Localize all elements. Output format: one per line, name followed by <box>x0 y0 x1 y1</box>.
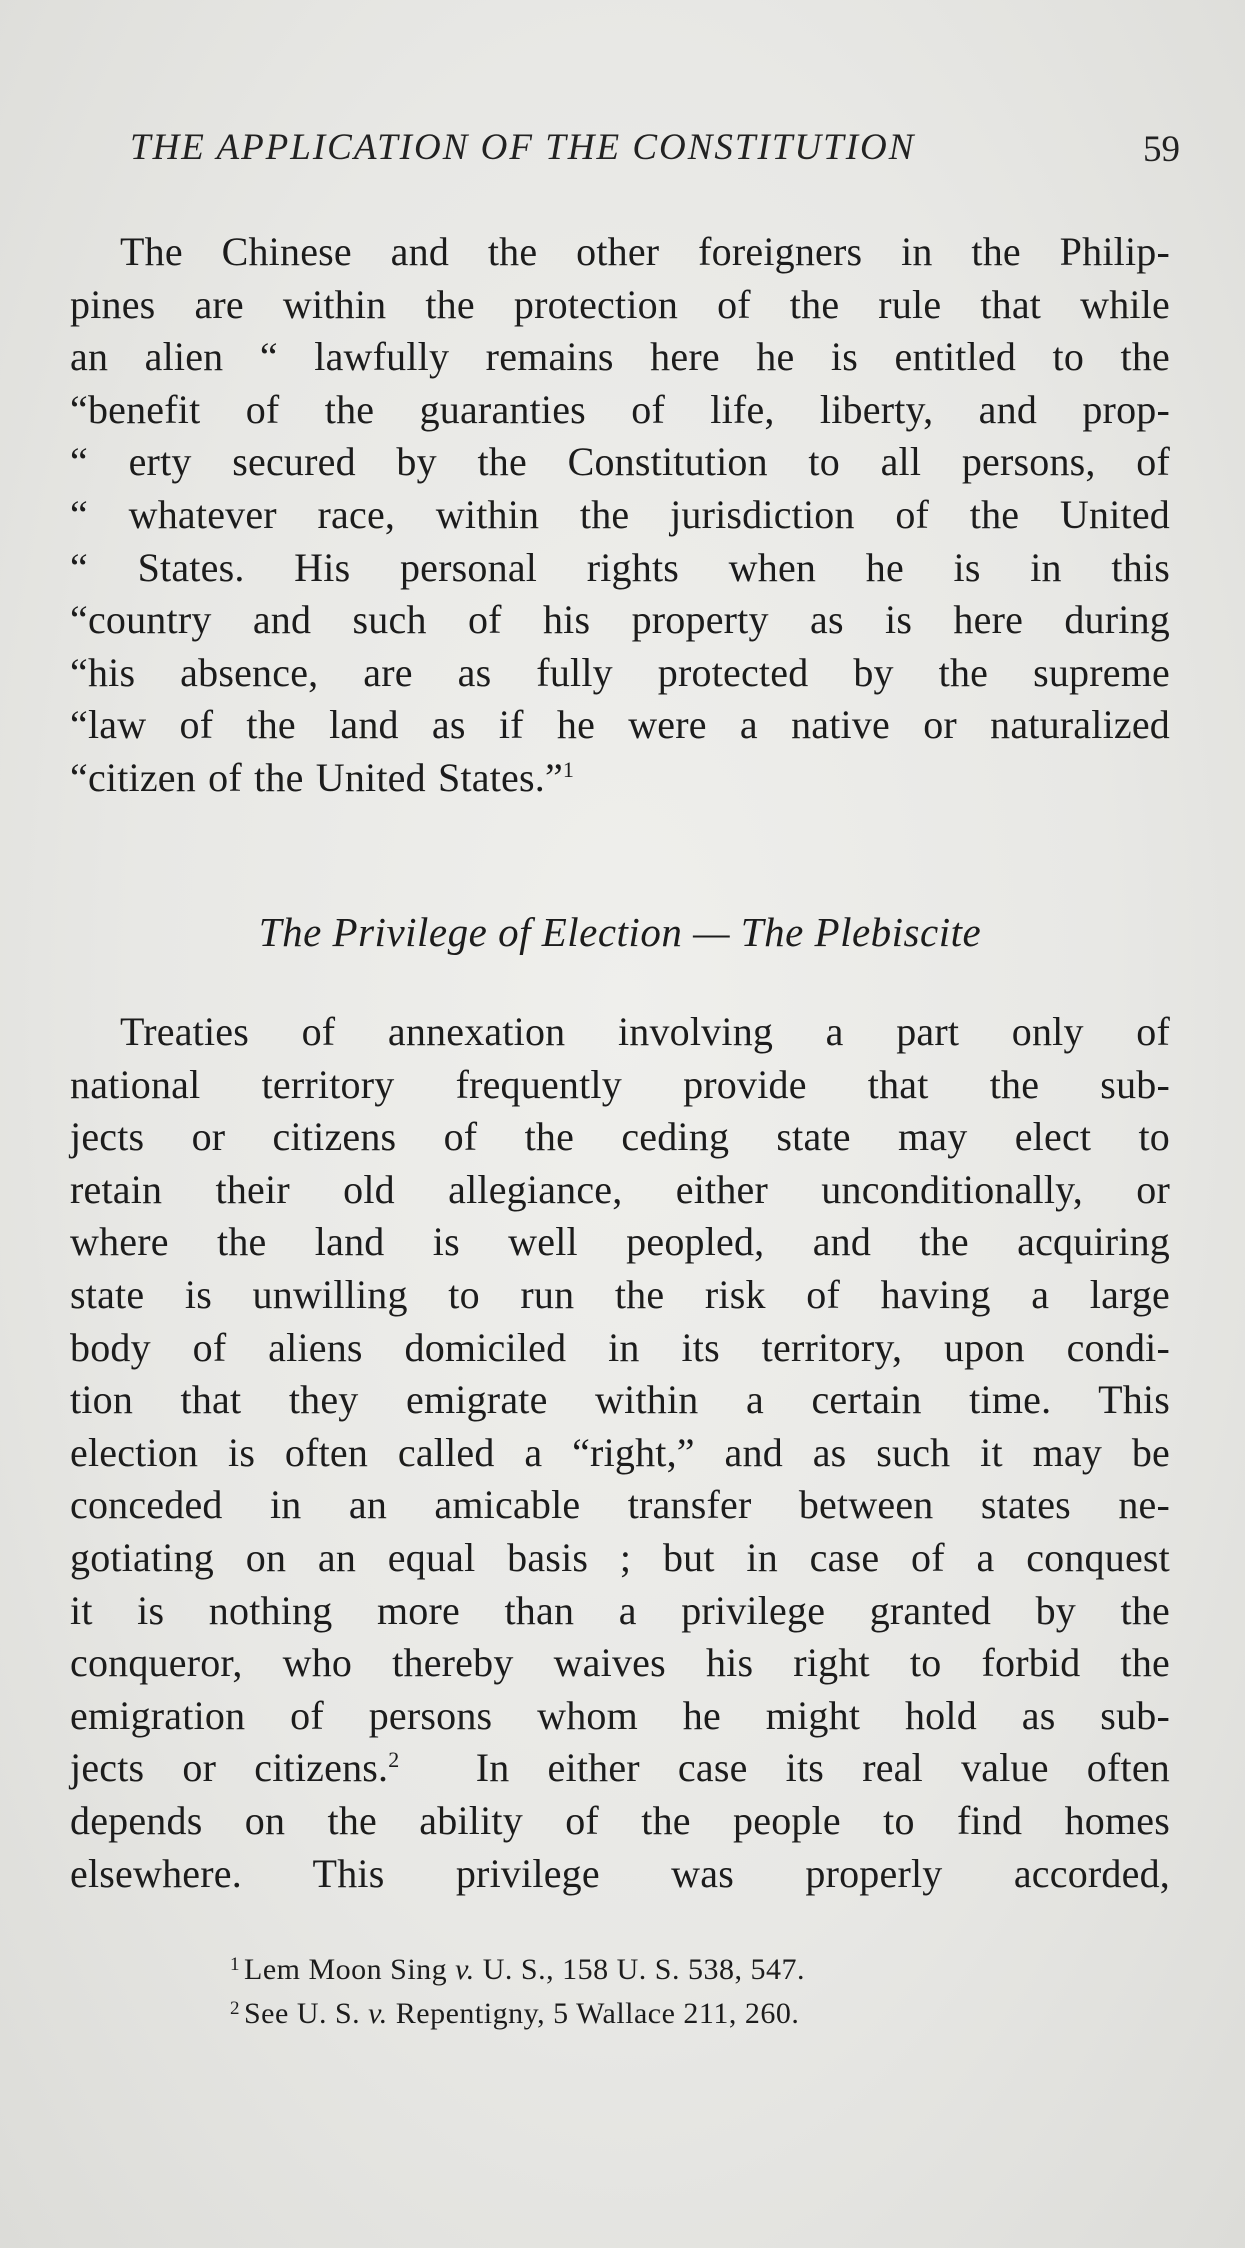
text-line: pines are within the protection of the rule that while <box>70 281 1170 327</box>
text-line: state is unwilling to run the risk of having a large <box>70 1271 1170 1317</box>
page-number: 59 <box>1143 129 1180 170</box>
text-line-with-footnote <box>70 1742 1170 1795</box>
footnote-mark: 2 <box>230 1998 240 2019</box>
text-line: “ States. His personal rights when he is in this <box>70 544 1170 590</box>
text-line: conceded in an amicable transfer between states ne- <box>70 1482 1170 1528</box>
footnote-text: U. S., 158 U. S. 538, 547. <box>474 1953 805 1986</box>
footnote-ref-2[interactable]: 2 <box>388 1747 400 1773</box>
text-line: “law of the land as if he were a native or naturalized <box>70 702 1170 748</box>
footnote-text: See U. S. <box>244 1997 369 2030</box>
running-head-title: THE APPLICATION OF THE CONSTITUTION <box>130 127 916 168</box>
text-line: retain their old allegiance, either unconditionally, or <box>70 1166 1170 1212</box>
footnote-italic: v. <box>368 1997 388 2030</box>
text-line: national territory frequently provide that the sub- <box>70 1061 1170 1107</box>
text-line: emigration of persons whom he might hold as sub- <box>70 1692 1170 1738</box>
text-line: jects or citizens of the ceding state may elect to <box>70 1114 1170 1160</box>
paragraph-chinese-foreigners <box>70 226 1170 805</box>
text-line: it is nothing more than a privilege granted by the <box>70 1587 1170 1633</box>
paragraph-treaties-of-annexation <box>70 1006 1170 1900</box>
footnote-text: Repentigny, 5 Wallace 211, 260. <box>387 1997 800 2030</box>
text-fragment: jects or citizens. <box>70 1745 389 1791</box>
text-fragment: “citizen of the United States.” <box>70 754 563 800</box>
text-line: body of aliens domiciled in its territory, upon condi- <box>70 1324 1170 1370</box>
footnote-italic: v. <box>455 1953 475 1986</box>
text-line: tion that they emigrate within a certain time. This <box>70 1377 1170 1423</box>
text-line: Treaties of annexation involving a part only of <box>120 1009 1170 1054</box>
text-fragment: In either case its real value often <box>399 1745 1170 1791</box>
text-line: gotiating on an equal basis ; but in case of a conquest <box>70 1534 1170 1580</box>
text-line: “country and such of his property as is here during <box>70 597 1170 643</box>
section-heading: The Privilege of Election — The Plebiscite <box>258 909 982 955</box>
text-line: “benefit of the guaranties of life, liberty, and prop- <box>70 386 1170 432</box>
footnotes <box>230 1948 1130 2036</box>
text-line: The Chinese and the other foreigners in the Philip- <box>120 229 1170 274</box>
text-line: where the land is well peopled, and the acquiring <box>70 1219 1170 1265</box>
text-line: elsewhere. This privilege was properly accorded, <box>70 1850 1170 1896</box>
text-line: depends on the ability of the people to find homes <box>70 1797 1170 1843</box>
text-line: “his absence, are as fully protected by the supreme <box>70 649 1170 695</box>
footnote-2 <box>230 1992 1130 2036</box>
text-line: an alien “ lawfully remains here he is entitled to the <box>70 334 1170 380</box>
text-line: “ erty secured by the Constitution to all persons, of <box>70 439 1170 485</box>
running-head <box>120 126 1180 186</box>
text-line: “ whatever race, within the jurisdiction of the United <box>70 491 1170 537</box>
footnote-mark: 1 <box>230 1954 240 1975</box>
footnote-ref-1[interactable]: 1 <box>562 756 575 782</box>
text-line: election is often called a “right,” and as such it may be <box>70 1429 1170 1475</box>
footnote-text: Lem Moon Sing <box>244 1953 456 1986</box>
text-line-last <box>70 752 1170 805</box>
footnote-1 <box>230 1948 1130 1992</box>
text-line: conqueror, who thereby waives his right to forbid the <box>70 1640 1170 1686</box>
